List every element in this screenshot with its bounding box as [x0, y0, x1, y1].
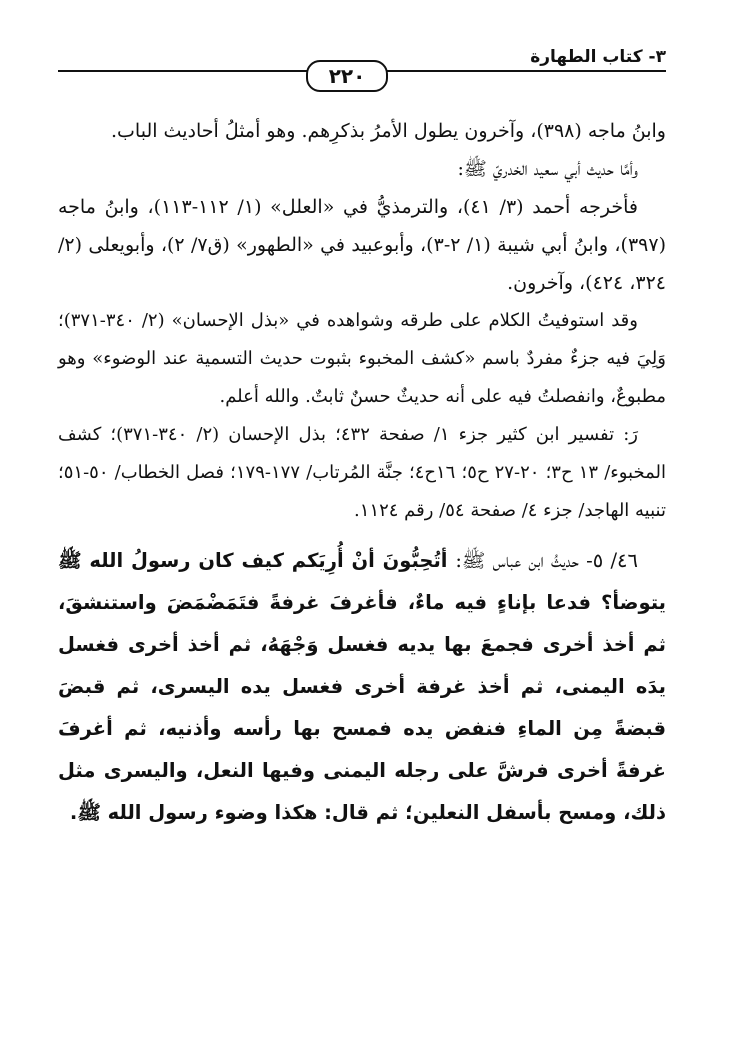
paragraph-abu-said-heading: وأمَّا حديث أبي سعيد الخدريّ ﷺ: [457, 158, 638, 180]
page-header [58, 46, 666, 86]
page-body [58, 112, 666, 834]
hadith-number-lead: ٤٦/ ٥- حديثُ ابن عباس ﷺ: [455, 549, 638, 572]
paragraph-references: رَ: تفسير ابن كثير جزء ١/ صفحة ٤٣٢؛ بذل الإحسان (٢/ ٣٤٠-٣٧١)؛ كشف المخبوء/ ١٣ ح٣؛ ٢٠-٢٧ ح٥؛ ١٦ح٤؛ جنَّة المُرتاب/ ١٧٧-١٧٩؛ فصل الخطاب/ ٥٠-٥١؛ تنبيه الهاجد/ جزء ٤/ صفحة ٥٤/ رقم ١١٢٤. [58, 424, 666, 521]
paragraph-takhrij: فأخرجه أحمد (٣/ ٤١)، والترمذيُّ في «العلل» (١/ ١١٢-١١٣)، وابنُ ماجه (٣٩٧)، وابنُ أبي شيبة (١/ ٢-٣)، وأبوعبيد في «الطهور» (ق٧/ ٢)، وأبويعلى (٢/ ٣٢٤، ٤٢٤)، وآخرون. [58, 196, 666, 294]
running-title: ٣- كتاب الطهارة [530, 47, 666, 67]
hadith-text: أتُحِبُّونَ أنْ أُرِيَكم كيف كان رسولُ الله ﷺ يتوضأ؟ فدعا بإناءٍ فيه ماءٌ، فأغرفَ غرفةً فتَمَضْمَضَ واستنشقَ، ثم أخذ أخرى فجمعَ بها يديه فغسل وَجْهَهُ، ثم أخذ أخرى فغسل يدَه اليمنى، ثم أخذ غرفة أخرى فغسل يده اليسرى، ثم قبضَ قبضةً مِن الماءِ فنفض يده فمسح بها رأسه وأذنيه، ثم أغرفَ غرفةً أخرى فرشَّ على رجله اليمنى وفيها النعل، واليسرى مثل ذلك، ومسح بأسفل النعلين؛ ثم قال: هكذا وضوء رسول الله ﷺ. [58, 549, 666, 824]
paragraph-ibn-majah-continuation: وابنُ ماجه (٣٩٨)، وآخرون يطول الأمرُ بذكرِهم. وهو أمثلُ أحاديث الباب. [111, 120, 666, 142]
hadith-ibn-abbas [58, 540, 666, 834]
page-number: ٢٢٠ [306, 60, 388, 92]
paragraph-research-note: وقد استوفيتُ الكلام على طرقه وشواهده في «بذل الإحسان» (٢/ ٣٤٠-٣٧١)؛ وَلِيَ فيه جزءٌ مفردٌ باسم «كشف المخبوء بثبوت حديث التسمية عند الوضوء» وهو مطبوعٌ، وانفصلتُ فيه على أنه حديثٌ حسنٌ ثابتٌ. والله أعلم. [58, 310, 666, 407]
